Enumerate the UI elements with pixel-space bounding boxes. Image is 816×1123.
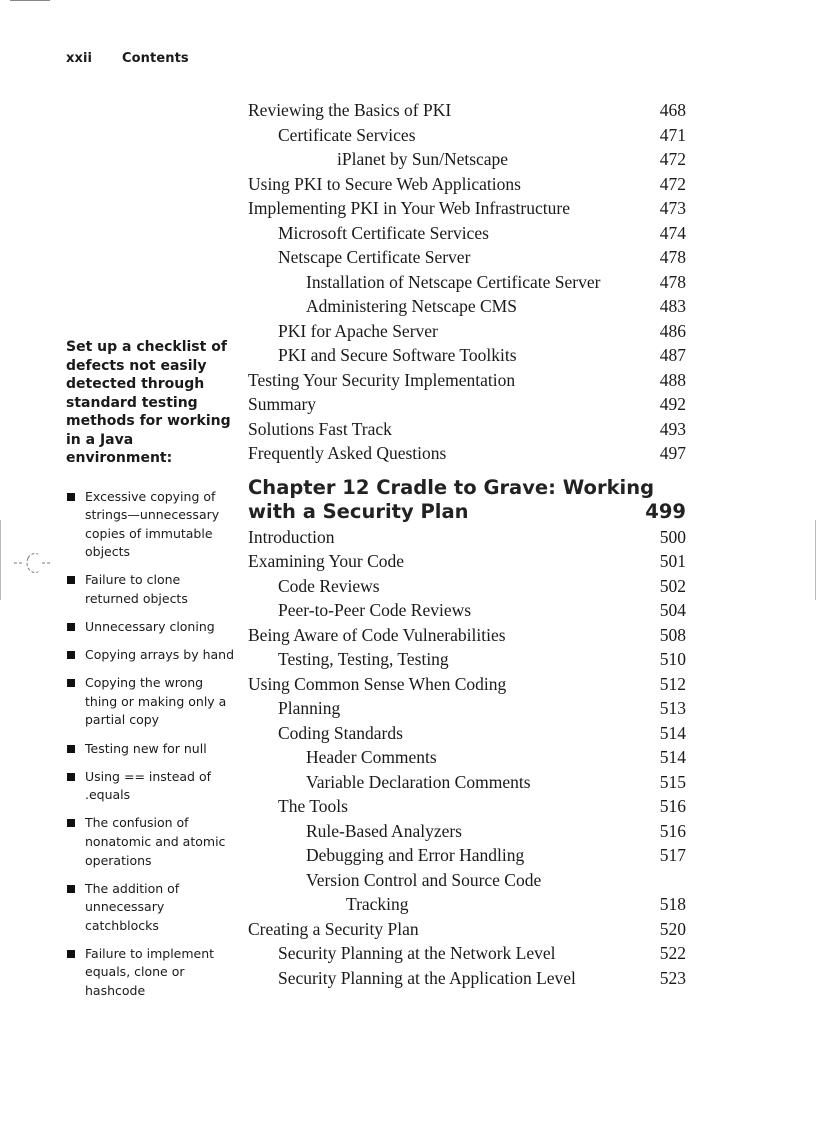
header-section: Contents — [122, 51, 189, 66]
toc-entry[interactable]: Header Comments 514 — [306, 747, 686, 767]
toc-entry[interactable]: Debugging and Error Handling 517 — [306, 845, 686, 865]
list-item: Failure to implement equals, clone or hashcode — [66, 945, 238, 1001]
toc-entry[interactable]: Being Aware of Code Vulnerabilities 508 — [248, 624, 686, 645]
chapter-title-line1: Chapter 12 Cradle to Grave: Working — [248, 475, 655, 499]
list-item: Unnecessary cloning — [66, 618, 238, 637]
list-item: Using == instead of .equals — [66, 768, 238, 805]
toc-entry[interactable]: PKI for Apache Server 486 — [278, 320, 686, 341]
toc-entry[interactable]: Variable Declaration Comments 515 — [306, 771, 686, 792]
chapter-title-line2: with a Security Plan — [248, 500, 469, 523]
toc-entry[interactable]: Creating a Security Plan 520 — [248, 918, 686, 939]
crop-mark-icon — [14, 552, 54, 574]
toc-entry[interactable]: Using Common Sense When Coding 512 — [248, 673, 686, 694]
toc-entry[interactable]: Planning 513 — [278, 698, 686, 718]
sidebar-list — [66, 488, 238, 1001]
toc-entry[interactable]: Security Planning at the Network Level 522 — [278, 943, 686, 963]
toc-entry[interactable]: Testing Your Security Implementation 488 — [248, 369, 686, 390]
toc-entry[interactable]: Peer-to-Peer Code Reviews 504 — [278, 600, 686, 620]
chapter-page: 499 — [645, 500, 686, 523]
toc-entry[interactable]: Installation of Netscape Certificate Server 478 — [306, 271, 686, 292]
toc-entry[interactable]: Code Reviews 502 — [278, 575, 686, 596]
list-item: Copying arrays by hand — [66, 646, 238, 665]
sidebar-note — [66, 338, 238, 1010]
bullet-icon — [67, 576, 75, 584]
bullet-icon — [67, 651, 75, 659]
list-item: The addition of unnecessary catchblocks — [66, 880, 238, 936]
bullet-icon — [67, 819, 75, 827]
toc-entry[interactable]: Certificate Services 471 — [278, 124, 686, 145]
toc-entry[interactable]: Administering Netscape CMS 483 — [306, 296, 686, 316]
toc-entry[interactable]: Tracking 518 — [346, 894, 686, 914]
bullet-icon — [67, 745, 75, 753]
toc-entry[interactable]: PKI and Secure Software Toolkits 487 — [278, 345, 686, 365]
toc-entry[interactable]: Summary 492 — [248, 394, 686, 414]
page-number: xxii — [66, 51, 93, 66]
bullet-icon — [67, 885, 75, 893]
sidebar-heading: Set up a checklist of defects not easily detected through standard testing methods for working in a Java environment: — [66, 339, 231, 466]
toc-entry[interactable]: The Tools 516 — [278, 796, 686, 816]
bullet-icon — [67, 493, 75, 501]
toc-entry[interactable]: Frequently Asked Questions 497 — [248, 443, 686, 463]
bullet-icon — [67, 950, 75, 958]
toc-entry[interactable]: Solutions Fast Track 493 — [248, 418, 686, 439]
chapter-heading[interactable] — [248, 476, 686, 525]
toc-entry[interactable]: Examining Your Code 501 — [248, 551, 686, 571]
top-rule — [10, 0, 50, 1]
list-item: Failure to clone returned objects — [66, 571, 238, 608]
bullet-icon — [67, 623, 75, 631]
table-of-contents — [248, 98, 686, 990]
list-item: Copying the wrong thing or making only a partial copy — [66, 674, 238, 730]
list-item: Excessive copying of strings—unnecessary copies of immutable objects — [66, 488, 238, 562]
toc-entry[interactable]: Testing, Testing, Testing 510 — [278, 649, 686, 669]
toc-entry[interactable]: Netscape Certificate Server 478 — [278, 247, 686, 267]
toc-entry[interactable]: Security Planning at the Application Level 523 — [278, 967, 686, 988]
toc-entry[interactable]: Using PKI to Secure Web Applications 472 — [248, 173, 686, 194]
toc-entry[interactable]: Introduction 500 — [248, 526, 686, 547]
toc-entry[interactable]: Microsoft Certificate Services 474 — [278, 222, 686, 243]
toc-entry[interactable]: Implementing PKI in Your Web Infrastructure 473 — [248, 198, 686, 218]
crop-line-left — [0, 520, 1, 600]
toc-entry[interactable]: Reviewing the Basics of PKI 468 — [248, 100, 686, 120]
list-item: Testing new for null — [66, 740, 238, 759]
toc-entry[interactable]: Rule-Based Analyzers 516 — [306, 820, 686, 841]
toc-entry[interactable]: Coding Standards 514 — [278, 722, 686, 743]
toc-entry[interactable]: Version Control and Source Code — [306, 869, 542, 890]
bullet-icon — [67, 679, 75, 687]
page-header — [66, 51, 189, 66]
bullet-icon — [67, 773, 75, 781]
toc-entry[interactable]: iPlanet by Sun/Netscape 472 — [337, 149, 686, 169]
list-item: The confusion of nonatomic and atomic operations — [66, 814, 238, 870]
